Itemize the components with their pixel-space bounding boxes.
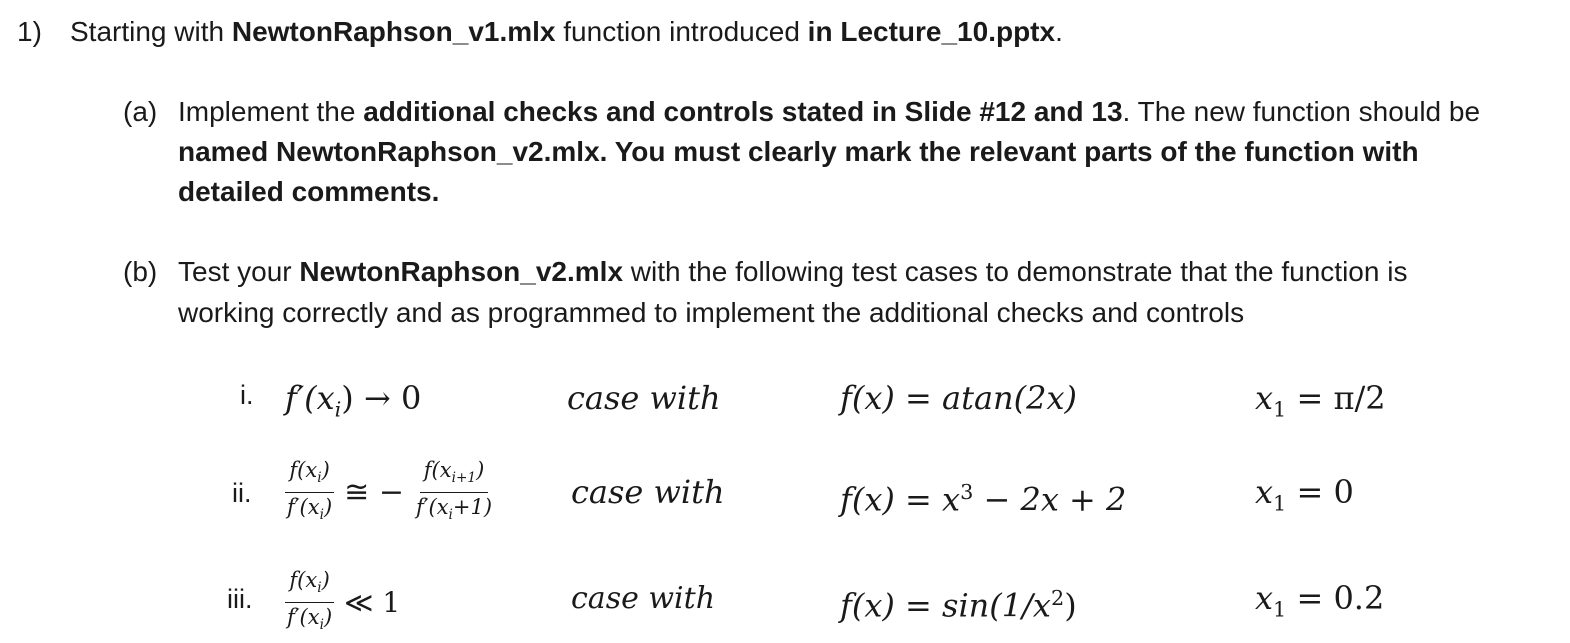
fraction-left: $\frac{f(x_i)}{f'(x_i)}$: [287, 458, 333, 524]
case-iii-condition: $\frac{f(x_i)}{f'(x_i)}$ ≪ 1: [283, 568, 400, 637]
case-iii-label: iii.: [227, 584, 253, 614]
fraction-right: $\frac{f(x_{i+1})}{f'(x_i+1)}$: [415, 458, 493, 524]
question-number: 1): [17, 16, 42, 47]
case-ii-label: ii.: [232, 478, 252, 508]
part-a-line1: Implement the additional checks and controls stated in Slide #12 and 13. The new function should be: [178, 96, 1481, 127]
case-i-case-with: case with: [567, 379, 721, 417]
case-ii-case-with: case with: [571, 473, 725, 511]
fraction: $\frac{f(x_i)}{f'(x_i)}$: [287, 568, 333, 634]
case-iii-case-with: case with: [571, 581, 716, 616]
case-ii-condition: $\frac{f(x_i)}{f'(x_i)}$ ≅ − $\frac{f(x_{i+1})}{f'(x_i+1)}$: [283, 458, 496, 527]
case-i-condition: $f'(x_i) \to 0$: [285, 379, 422, 422]
case-ii-function: $f(x) = x^3 - 2x + 2$: [840, 480, 1127, 519]
case-iii-function: $f(x) = \sin(1/x^2)$: [840, 586, 1077, 625]
part-b-line2: working correctly and as programmed to implement the additional checks and controls: [178, 297, 1245, 328]
part-a-line3: detailed comments.: [178, 176, 440, 207]
case-iii-initial: $x_1 = 0.2$: [1255, 579, 1385, 622]
case-i-initial: $x_1 = \pi/2$: [1255, 379, 1386, 422]
part-a-label: (a): [123, 96, 158, 127]
part-b-label: (b): [123, 256, 158, 287]
case-i-function: f(x) = atan(2x): [840, 379, 1078, 417]
case-ii-initial: $x_1 = 0$: [1255, 473, 1354, 516]
question-text: Starting with NewtonRaphson_v1.mlx function introduced in Lecture_10.pptx.: [70, 16, 1063, 47]
case-i-label: i.: [240, 380, 254, 410]
part-a-line2: named NewtonRaphson_v2.mlx. You must clearly mark the relevant parts of the function with: [178, 136, 1419, 167]
part-b-line1: Test your NewtonRaphson_v2.mlx with the following test cases to demonstrate that the function is: [178, 256, 1408, 287]
